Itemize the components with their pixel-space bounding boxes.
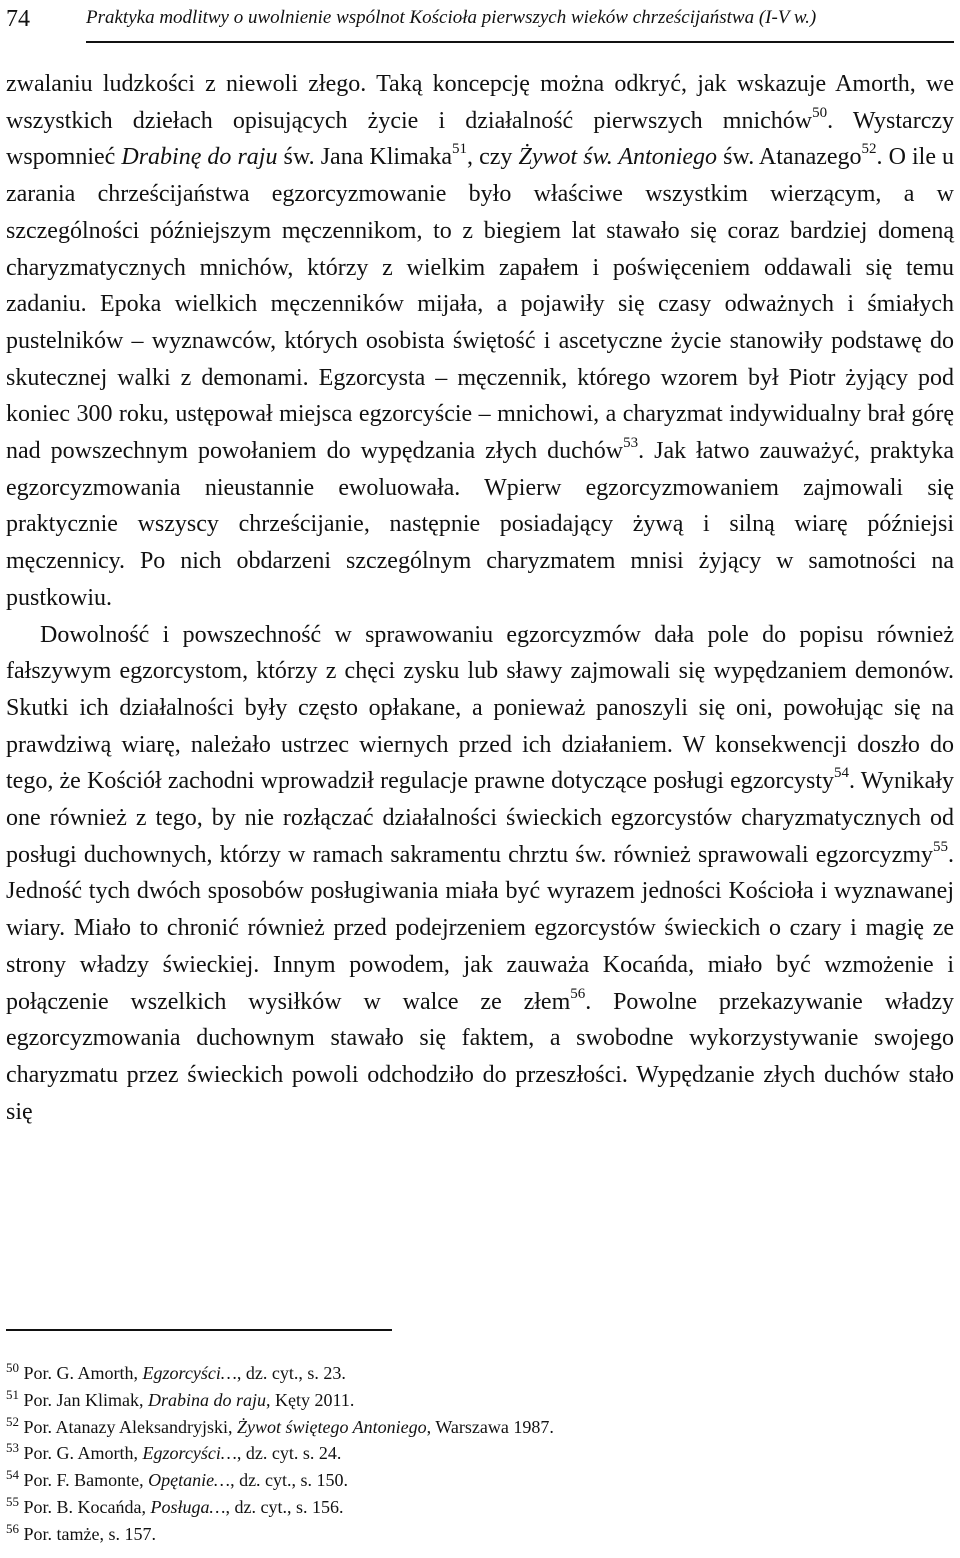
- footnote-ref-52[interactable]: 52: [861, 141, 877, 158]
- footnote-text: , dz. cyt., s. 23.: [236, 1363, 346, 1383]
- footnote-title: Egzorcyści…: [142, 1443, 237, 1464]
- text-run: . O ile u zarania chrześcijaństwa egzorcyzmowanie było właściwe wszystkim wierzącym, a w szczególności późniejszym męczennikom, to z biegiem lat stawało się coraz bardziej domeną charyzmatycznych mnichów, którzy z wielkim zapałem i poświęceniem oddawali się temu zadaniu. Epoka wielkich męczenników mijała, a pojawiły się czasy odważnych i śmiałych pustelników – wyznawców, których osobista świętość i ascetyczne życie stanowiły podstawę do skutecznej walki z demonami. Egzorcysta – męczennik, którego wzorem był Piotr żyjący pod koniec 300 roku, ustępował miejsca egzorcyście – mnichowi, a charyzmat indywidualny brał górę nad powszechnym powołaniem do wypędzania złych duchów: [6, 144, 955, 465]
- title-ref: Żywot św. Antoniego: [518, 144, 718, 171]
- body-text: [6, 66, 954, 1130]
- footnote-ref-55[interactable]: 55: [933, 838, 948, 855]
- footnote-number: 50: [6, 1360, 19, 1375]
- footnote-number: 55: [6, 1493, 19, 1509]
- footnote: [6, 1360, 954, 1387]
- footnote-text: , dz. cyt., s. 150.: [230, 1470, 349, 1491]
- footnote-number: 51: [6, 1386, 19, 1402]
- footnote: [6, 1467, 954, 1494]
- footnote-number: 53: [6, 1440, 19, 1456]
- text-run: zwalaniu ludzkości z niewoli złego. Taką koncepcję można odkryć, jak wskazuje Amorth, we wszystkich dziełach opisujących życie i działalność pierwszych mnichów: [6, 71, 954, 134]
- footnote-text: Por. B. Kocańda,: [23, 1496, 151, 1517]
- text-run: Dowolność i powszechność w sprawowaniu egzorcyzmów dała pole do popisu również fałszywym egzorcystom, którzy z chęci zysku lub sławy zajmowali się wypędzaniem demonów. Skutki ich działalności były często opłakane, a ponieważ panoszyli się oni, powołując się na prawdziwą wiarę, należało ustrzec wiernych przed ich działaniem. W konsekwencji doszło do tego, że Kościół zachodni wprowadził regulacje prawne dotyczące posługi egzorcysty: [6, 621, 954, 795]
- footnote-ref-50[interactable]: 50: [812, 104, 828, 121]
- paragraph-2: [6, 617, 954, 1131]
- footnote-title: Drabina do raju: [148, 1389, 267, 1410]
- text-run: św. Atanazego: [717, 144, 862, 171]
- text-run: , czy: [467, 144, 519, 171]
- page-header: [6, 0, 954, 44]
- footnote-rule: [6, 1329, 392, 1331]
- footnote-number: 52: [6, 1413, 19, 1429]
- footnote: [6, 1387, 954, 1414]
- footnote-title: Posługa…: [150, 1496, 226, 1517]
- footnotes: [6, 1360, 954, 1548]
- footnote-ref-51[interactable]: 51: [452, 141, 468, 158]
- footnote-text: Por. F. Bamonte,: [23, 1470, 149, 1491]
- footnote: [6, 1414, 954, 1441]
- footnote-text: Por. tamże, s. 157.: [23, 1523, 156, 1544]
- text-run: . Wynikały one również z tego, by nie rozłączać działalności świeckich egzorcystów charyzmatycznych od posługi duchownych, którzy w ramach sakramentu chrztu św. również sprawowali egzorcyzmy: [6, 768, 955, 868]
- footnote: [6, 1494, 954, 1521]
- footnote: [6, 1521, 954, 1548]
- footnote-text: Por. G. Amorth,: [23, 1443, 143, 1464]
- footnote-text: , Kęty 2011.: [266, 1389, 355, 1410]
- footnote-text: Por. Jan Klimak,: [23, 1389, 148, 1410]
- text-run: . Jak łatwo zauważyć, praktyka egzorcyzmowania nieustannie ewoluowała. Wpierw egzorcyzmowaniem zajmowali się praktycznie wszyscy chrześcijanie, następnie posiadający żywą i silną wiarę późniejsi męczennicy. Po nich obdarzeni szczególnym charyzmatem mnisi żyjący w samotności na pustkowiu.: [6, 438, 954, 611]
- footnote-ref-54[interactable]: 54: [834, 765, 850, 782]
- footnote-number: 54: [6, 1467, 19, 1483]
- footnote-ref-53[interactable]: 53: [623, 435, 639, 452]
- running-title: Praktyka modlitwy o uwolnienie wspólnot Kościoła pierwszych wieków chrześcijaństwa (I-V w.): [86, 7, 817, 28]
- footnote-title: Opętanie…: [148, 1470, 231, 1491]
- footnote: [6, 1440, 954, 1467]
- footnote-title: Żywot świętego Antoniego: [236, 1416, 427, 1437]
- footnote-text: , dz. cyt. s. 24.: [236, 1443, 342, 1464]
- paragraph-1: [6, 66, 954, 617]
- text-run: . Wystarczy wspomnieć: [6, 107, 955, 171]
- header-rule: [86, 41, 954, 43]
- text-run: św. Jana Klimaka: [277, 144, 453, 171]
- text-run: . Powolne przekazywanie władzy egzorcyzmowania duchownym stawało się faktem, a swobodne wykorzystywanie swojego charyzmatu przez świeckich powoli odchodziło do przeszłości. Wypędzanie złych duchów stało się: [6, 988, 954, 1125]
- footnote-text: , dz. cyt., s. 156.: [225, 1496, 344, 1517]
- footnote-number: 56: [6, 1520, 19, 1536]
- text-run: . Jedność tych dwóch sposobów posługiwania miała być wyrazem jedności Kościoła i wyznawanej wiary. Miało to chronić również przed podejrzeniem egzorcystów świeckich o czary i magię ze strony władzy świeckiej. Innym powodem, jak zauważa Kocańda, miało być wzmożenie i połączenie wszelkich wysiłków w walce ze złem: [6, 841, 954, 1015]
- footnote-text: , Warszawa 1987.: [426, 1416, 554, 1437]
- footnote-title: Egzorcyści…: [142, 1363, 237, 1383]
- page-number: 74: [6, 6, 30, 32]
- footnote-text: Por. Atanazy Aleksandryjski,: [23, 1416, 237, 1437]
- footnote-ref-56[interactable]: 56: [570, 985, 586, 1002]
- footnote-text: Por. G. Amorth,: [23, 1363, 143, 1383]
- title-ref: Drabinę do raju: [121, 144, 278, 171]
